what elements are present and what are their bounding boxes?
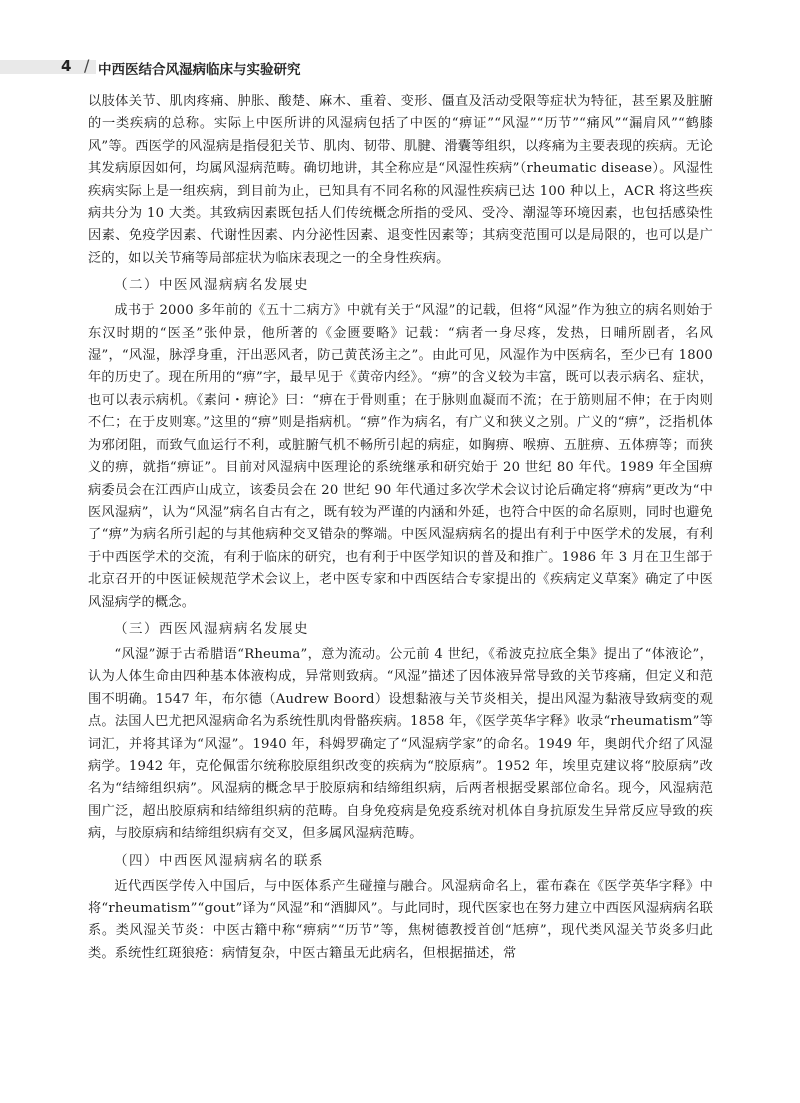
section-heading-2: （二）中医风湿病病名发展史 (114, 277, 309, 294)
page-number: 4 (61, 57, 72, 75)
body-text (88, 91, 713, 965)
intro-paragraph: 以肢体关节、肌肉疼痛、肿胀、酸楚、麻木、重着、变形、僵直及活动受限等症状为特征，甚至累及脏腑的一类疾病的总称。实际上中医所讲的风湿病包括了中医的“痹证”“风湿”“历节”“痛风”“漏肩风”“鹤膝风”等。西医学的风湿病是指侵犯关节、肌肉、韧带、肌腱、滑囊等组织，以疼痛为主要表现的疾病。无论其发病原因如何，均属风湿病范畴。确切地讲，其全称应是“风湿性疾病”（rheumatic disease）。风湿性疾病实际上是一组疾病，到目前为止，已知具有不同名称的风湿性疾病已达 100 种以上，ACR 将这些疾病共分为 10 大类。其致病因素既包括人们传统概念所指的受风、受冷、潮湿等环境因素，也包括感染性因素、免疫学因素、代谢性因素、内分泌性因素、退变性因素等；其病变范围可以是局限的，也可以是广泛的，如以关节痛等局部症状为临床表现之一的全身性疾病。 (88, 94, 713, 266)
running-title: 中西医结合风湿病临床与实验研究 (98, 62, 301, 78)
section-heading-3: （三）西医风湿病病名发展史 (114, 620, 309, 637)
section-3-paragraph: “风湿”源于古希腊语“Rheuma”，意为流动。公元前 4 世纪，《希波克拉底全集》提出了“体液论”，认为人体生命由四种基本体液构成，异常则致病。“风湿”描述了因体液异常导致的关节疼痛，但定义和范围不明确。1547 年，布尔德（Audrew Boord）设想黏液与关节炎相关，提出风湿为黏液导致病变的观点。法国人巴尤把风湿病命名为系统性肌肉骨骼疾病。1858 年，《医学英华字释》收录“rheumatism”等词汇，并将其译为“风湿”。1940 年，科姆罗确定了“风湿病学家”的命名。1949 年，奥朗代介绍了风湿病学。1942 年，克伦佩雷尔统称胶原组织改变的疾病为“胶原病”。1952 年，埃里克建议将“胶原病”改名为“结缔组织病”。风湿病的概念早于胶原病和结缔组织病，后两者根据受累部位命名。现今，风湿病范围广泛，超出胶原病和结缔组织病的范畴。自身免疫病是免疫系统对机体自身抗原发生异常反应导致的疾病，与胶原病和结缔组织病有交叉，但多属风湿病范畴。 (88, 646, 713, 842)
header-divider-slash: / (84, 56, 90, 75)
section-4-paragraph: 近代西医学传入中国后，与中医体系产生碰撞与融合。风湿病命名上，霍布森在《医学英华字释》中将“rheumatism”“gout”译为“风湿”和“酒脚风”。与此同时，现代医家也在努力建立中西医风湿病病名联系。类风湿关节炎：中医古籍中称“痹病”“历节”等，焦树德教授首创“尪痹”，现代类风湿关节炎多归此类。系统性红斑狼疮：病情复杂，中医古籍虽无此病名，但根据描述，常 (88, 878, 713, 961)
section-heading-4: （四）中西医风湿病病名的联系 (114, 852, 324, 869)
header-band (0, 60, 96, 74)
section-2-paragraph: 成书于 2000 多年前的《五十二病方》中就有关于“风湿”的记载，但将“风湿”作为独立的病名则始于东汉时期的“医圣”张仲景，他所著的《金匮要略》记载：“病者一身尽疼，发热，日晡所剧者，名风湿”，“风湿，脉浮身重，汗出恶风者，防己黄芪汤主之”。由此可见，风湿作为中医病名，至少已有 1800 年的历史了。现在所用的“痹”字，最早见于《黄帝内经》。“痹”的含义较为丰富，既可以表示病名、症状，也可以表示病机。《素问・痹论》曰：“痹在于骨则重；在于脉则血凝而不流；在于筋则屈不伸；在于肉则不仁；在于皮则寒。”这里的“痹”则是指病机。“痹”作为病名，有广义和狭义之别。广义的“痹”，泛指机体为邪闭阻，而致气血运行不利，或脏腑气机不畅所引起的病症，如胸痹、喉痹、五脏痹、五体痹等；而狭义的痹，就指“痹证”。目前对风湿病中医理论的系统继承和研究始于 20 世纪 80 年代。1989 年全国痹病委员会在江西庐山成立，该委员会在 20 世纪 90 年代通过多次学术会议讨论后确定将“痹病”更改为“中医风湿病”，认为“风湿”病名自古有之，既有较为严谨的内涵和外延，也符合中医的命名原则，同时也避免了“痹”为病名所引起的与其他病种交叉错杂的弊端。中医风湿病病名的提出有利于中医学术的发展，有利于中西医学术的交流，有利于临床的研究，也有利于中医学知识的普及和推广。1986 年 3 月在卫生部于北京召开的中医证候规范学术会议上，老中医专家和中西医结合专家提出的《疾病定义草案》确定了中医风湿病学的概念。 (88, 303, 713, 610)
